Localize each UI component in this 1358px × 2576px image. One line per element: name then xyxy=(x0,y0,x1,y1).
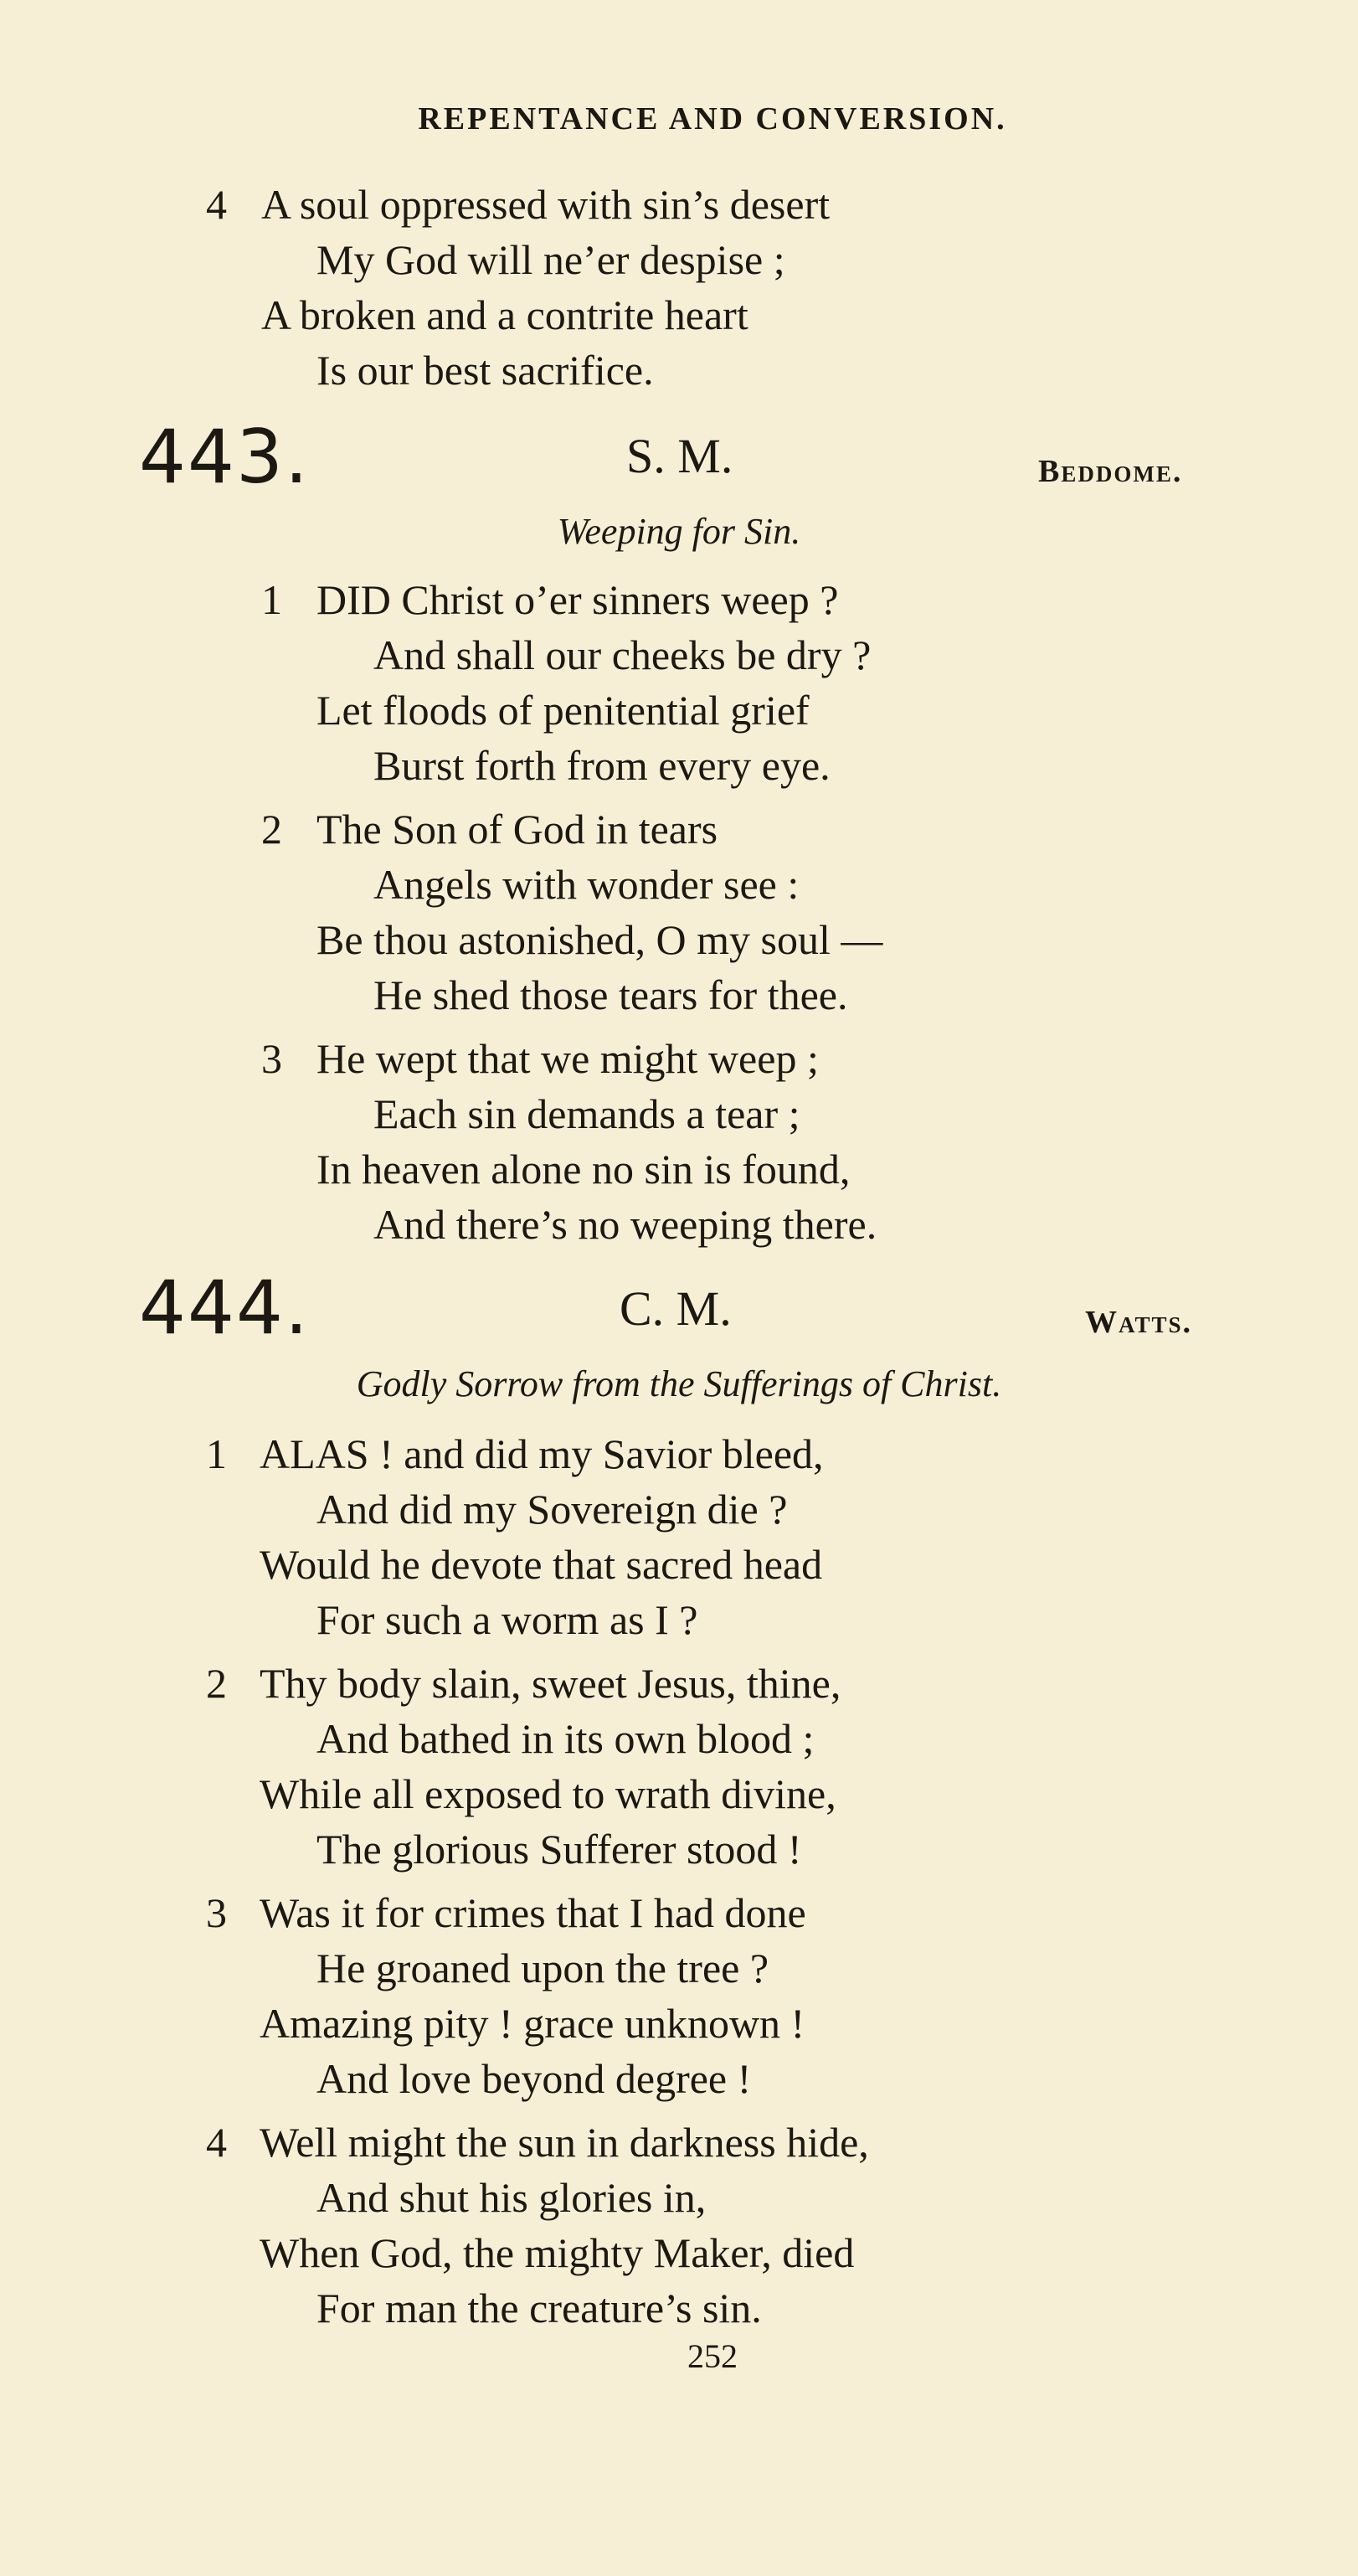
page-number: 252 xyxy=(687,2337,738,2375)
verse-line: Was it for crimes that I had done xyxy=(260,1889,806,1936)
verse-line: And did my Sovereign die ? xyxy=(316,1486,788,1533)
stanza-number: 2 xyxy=(261,806,282,853)
verse-line: When God, the mighty Maker, died xyxy=(260,2229,855,2276)
hymn-title: Godly Sorrow from the Sufferings of Christ. xyxy=(356,1363,1002,1404)
verse-line: And shut his glories in, xyxy=(316,2174,707,2221)
verse-line: A broken and a contrite heart xyxy=(261,291,748,338)
verse-line: DID Christ o’er sinners weep ? xyxy=(316,576,839,623)
hymn-number: 443. xyxy=(139,414,310,500)
verse-line: Thy body slain, sweet Jesus, thine, xyxy=(260,1660,841,1707)
verse-line: My God will ne’er despise ; xyxy=(316,236,785,283)
running-head: REPENTANCE AND CONVERSION. xyxy=(418,101,1007,137)
verse-line: Be thou astonished, O my soul — xyxy=(316,916,883,963)
hymn-author: Watts. xyxy=(1085,1305,1193,1340)
stanza-number: 4 xyxy=(206,181,227,228)
verse-line: For such a worm as I ? xyxy=(316,1596,698,1643)
hymn-title: Weeping for Sin. xyxy=(557,511,801,552)
verse-line: Amazing pity ! grace unknown ! xyxy=(260,2000,805,2047)
verse-line: And bathed in its own blood ; xyxy=(316,1715,815,1762)
stanza-number: 2 xyxy=(206,1660,227,1707)
verse-line: He wept that we might weep ; xyxy=(316,1035,819,1082)
verse-line: He shed those tears for thee. xyxy=(373,971,848,1018)
verse-line: Would he devote that sacred head xyxy=(260,1541,823,1588)
stanza-number: 1 xyxy=(261,576,282,623)
hymn-meter: S. M. xyxy=(626,429,733,483)
verse-line: And shall our cheeks be dry ? xyxy=(373,631,872,678)
verse-line: And there’s no weeping there. xyxy=(373,1201,877,1248)
verse-line: The glorious Sufferer stood ! xyxy=(316,1826,802,1873)
verse-line: Each sin demands a tear ; xyxy=(373,1090,800,1137)
hymn-author: Beddome. xyxy=(1038,454,1183,489)
stanza-number: 1 xyxy=(206,1430,227,1477)
hymn-meter: C. M. xyxy=(620,1281,732,1336)
stanza-number: 4 xyxy=(206,2119,227,2166)
verse-line: Is our best sacrifice. xyxy=(316,347,654,394)
verse-line: Let floods of penitential grief xyxy=(316,687,810,734)
verse-line: Burst forth from every eye. xyxy=(373,742,831,789)
verse-line: Well might the sun in darkness hide, xyxy=(260,2119,869,2166)
verse-line: While all exposed to wrath divine, xyxy=(260,1770,836,1817)
verse-line: For man the creature’s sin. xyxy=(316,2285,762,2331)
verse-line: A soul oppressed with sin’s desert xyxy=(261,181,831,228)
verse-line: ALAS ! and did my Savior bleed, xyxy=(260,1430,824,1477)
verse-line: The Son of God in tears xyxy=(316,806,718,853)
stanza-number: 3 xyxy=(206,1889,227,1936)
hymn-number: 444. xyxy=(139,1265,310,1351)
verse-line: Angels with wonder see : xyxy=(373,861,800,908)
verse-line: He groaned upon the tree ? xyxy=(316,1945,769,1991)
verse-line: And love beyond degree ! xyxy=(316,2055,752,2102)
verse-line: In heaven alone no sin is found, xyxy=(316,1146,851,1193)
stanza-number: 3 xyxy=(261,1035,282,1082)
